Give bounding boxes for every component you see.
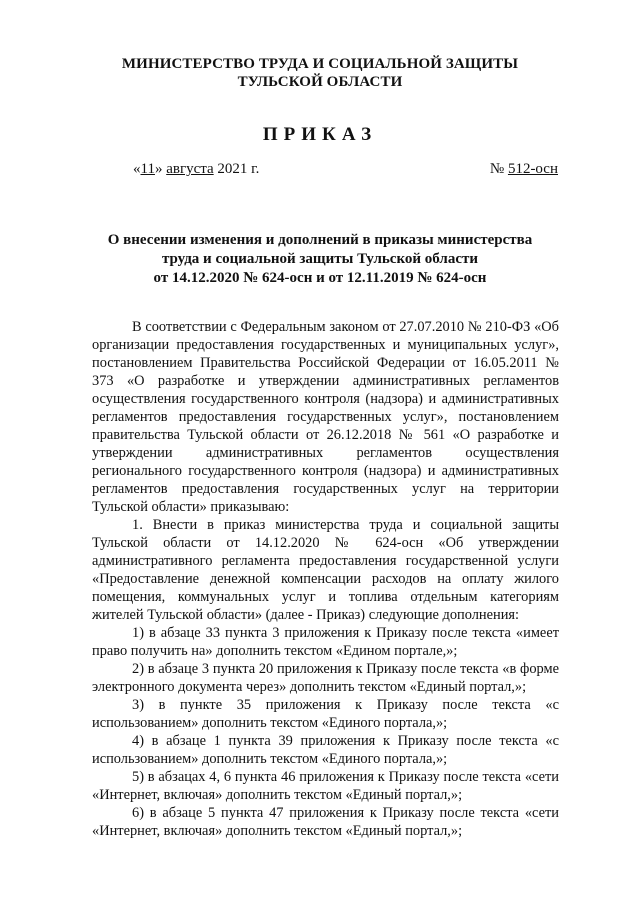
list-item: 6) в абзаце 5 пункта 47 приложения к Приказу после текста «сети «Интернет, включая» дополнить текстом «Единый портал,»;	[92, 805, 559, 839]
order-subject	[0, 231, 640, 288]
order-body	[92, 318, 559, 840]
point-1-paragraph: 1. Внести в приказ министерства труда и социальной защиты Тульской области от 14.12.2020 № 624-осн «Об утверждении административного регламента предоставления государственной услуги «Предоставление денежной компенсации расходов на оплату жилого помещения, коммунальных услуг и топлива отдельным категориям жителей Тульской области» (далее - Приказ) следующие дополнения:	[92, 517, 559, 623]
date-month: августа	[166, 161, 214, 177]
preamble-paragraph: В соответствии с Федеральным законом от 27.07.2010 № 210-ФЗ «Об организации предоставления государственных и муниципальных услуг», постановлением Правительства Российской Федерации от 16.05.2011 № 373 «О разработке и утверждении административных регламентов осуществления государственного контроля (надзора) и административных регламентов предоставления государственных услуг», постановлением правительства Тульской области от 26.12.2018 № 561 «О разработке и утверждении административных регламентов осуществления регионального государственного контроля (надзора) и административных регламентов предоставления государственных услуг на территории Тульской области» приказываю:	[92, 319, 559, 515]
ministry-name-line1: МИНИСТЕРСТВО ТРУДА И СОЦИАЛЬНОЙ ЗАЩИТЫ	[121, 56, 519, 72]
date-day: 11	[140, 161, 155, 177]
list-item: 5) в абзацах 4, 6 пункта 46 приложения к Приказу после текста «сети «Интернет, включая» дополнить текстом «Единый портал,»;	[92, 769, 559, 803]
order-number	[490, 160, 558, 178]
list-item: 2) в абзаце 3 пункта 20 приложения к Приказу после текста «в форме электронного документа через» дополнить текстом «Единый портал,»;	[92, 661, 559, 695]
order-date	[133, 160, 259, 178]
list-item: 3) в пункте 35 приложения к Приказу после текста «с использованием» дополнить текстом «Единого портала,»;	[92, 697, 559, 731]
date-close-quote: »	[154, 161, 163, 177]
date-open-quote: «	[133, 161, 141, 177]
date-year: 2021 г.	[217, 161, 260, 177]
ministry-header	[0, 55, 640, 91]
number-prefix: №	[489, 161, 505, 177]
list-item: 1) в абзаце 33 пункта 3 приложения к Приказу после текста «имеет право получить на» дополнить текстом «Едином портале,»;	[92, 625, 559, 659]
subject-line3: от 14.12.2020 № 624-осн и от 12.11.2019 № 624-осн	[153, 270, 487, 286]
subject-line2: труда и социальной защиты Тульской области	[161, 251, 479, 267]
document-type-title: ПРИКАЗ	[262, 124, 378, 145]
number-value: 512-осн	[507, 161, 558, 177]
subject-line1: О внесении изменения и дополнений в приказы министерства	[107, 232, 533, 248]
ministry-name-line2: ТУЛЬСКОЙ ОБЛАСТИ	[237, 74, 403, 90]
list-item: 4) в абзаце 1 пункта 39 приложения к Приказу после текста «с использованием» дополнить текстом «Единого портала,»;	[92, 733, 559, 767]
